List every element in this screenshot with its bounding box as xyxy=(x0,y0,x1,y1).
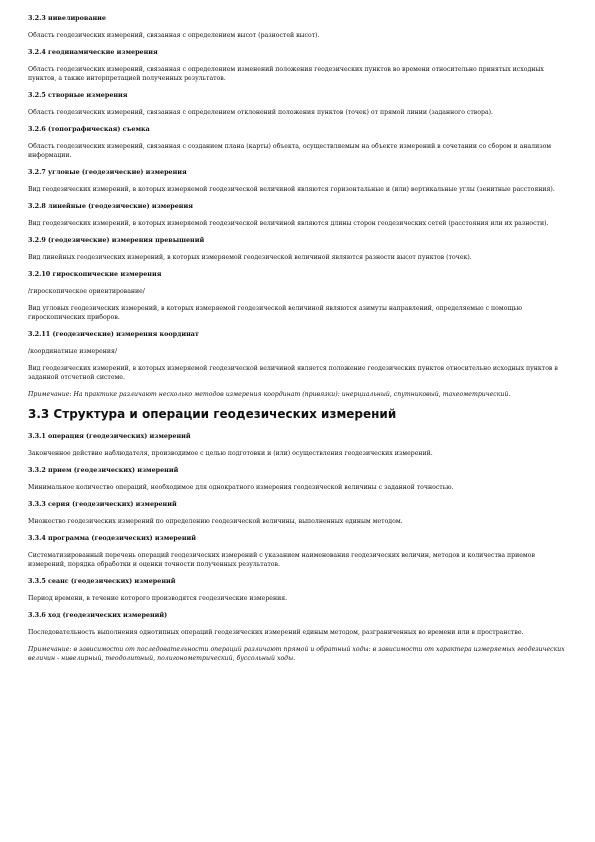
term-note: Примечание: На практике различают несколько методов измерения координат (привязки): инерциальный, спутниковый, тахеометрический. xyxy=(28,391,511,398)
term-definition: Последовательность выполнения однотипных операций геодезических измерений единым методом, разграниченных во времени или в пространстве. xyxy=(28,629,524,636)
term-definition: Период времени, в течение которого производятся геодезические измерения. xyxy=(28,595,288,602)
term-heading: 3.3.1 операция (геодезических) измерений xyxy=(28,432,191,440)
term-definition: Область геодезических измерений, связанная с созданием плана (карты) объекта, осуществляемым на объекте измерений в сочетании со сбором и анализом информации. xyxy=(28,143,552,159)
term-definition: Область геодезических измерений, связанная с определением высот (разностей высот). xyxy=(28,32,320,39)
entry-3-2-8 xyxy=(28,202,567,228)
term-definition: Вид геодезических измерений, в которых измеряемой геодезической величиной являются длины сторон геодезических сетей (расстояния или их разности). xyxy=(28,220,549,227)
entry-3-3-4 xyxy=(28,534,567,569)
term-definition: Множество геодезических измерений по определению геодезической величины, выполненных единым методом. xyxy=(28,518,403,525)
term-definition: Вид геодезических измерений, в которых измеряемой геодезической величиной являются горизонтальные и (или) вертикальные углы (зенитные расстояния). xyxy=(28,186,555,193)
entry-3-2-5 xyxy=(28,91,567,117)
term-definition: Минимальное количество операций, необходимое для однократного измерения геодезической величины с заданной точностью. xyxy=(28,484,454,491)
entry-3-3-6 xyxy=(28,611,567,663)
term-heading: 3.2.7 угловые (геодезические) измерения xyxy=(28,168,187,176)
term-heading: 3.2.6 (топографическая) съемка xyxy=(28,125,150,133)
term-heading: 3.3.4 программа (геодезических) измерений xyxy=(28,534,197,542)
entry-3-2-7 xyxy=(28,168,567,194)
term-definition: Законченное действие наблюдателя, производимое с целью подготовки и (или) осуществления геодезических измерений. xyxy=(28,450,433,457)
section-heading: 3.3 Структура и операции геодезических измерений xyxy=(28,407,397,421)
entry-3-2-11 xyxy=(28,330,567,399)
term-definition: Вид линейных геодезических измерений, в которых измеряемой геодезической величиной являются разности высот пунктов (точек). xyxy=(28,254,472,261)
term-synonym: /координатные измерения/ xyxy=(28,348,118,355)
term-definition: Систематизированный перечень операций геодезических измерений с указанием наименования геодезических величин, методов и количества приемов измерений, порядка обработки и оценки точности полученных результатов. xyxy=(28,552,535,568)
entry-3-3-3 xyxy=(28,500,567,526)
term-heading: 3.2.11 (геодезические) измерения координат xyxy=(28,330,199,338)
entry-3-2-9 xyxy=(28,236,567,262)
term-heading: 3.2.10 гироскопические измерения xyxy=(28,270,162,278)
term-heading: 3.2.9 (геодезические) измерения превышений xyxy=(28,236,205,244)
term-synonym: /гироскопическое ориентирование/ xyxy=(28,288,145,295)
term-heading: 3.3.2 прием (геодезических) измерений xyxy=(28,466,179,474)
term-heading: 3.3.5 сеанс (геодезических) измерений xyxy=(28,577,176,585)
entry-3-3-2 xyxy=(28,466,567,492)
term-heading: 3.3.3 серия (геодезических) измерений xyxy=(28,500,177,508)
term-definition: Область геодезических измерений, связанная с определением изменений положения геодезических пунктов во времени относительно принятых исходных пунктов, а также интерпретацией полученных результатов. xyxy=(28,66,544,82)
term-heading: 3.2.3 нивелирование xyxy=(28,14,106,22)
term-definition: Вид угловых геодезических измерений, в которых измеряемой геодезической величиной являются азимуты направлений, определяемые с помощью гироскопических приборов. xyxy=(28,305,522,321)
term-heading: 3.3.6 ход (геодезических измерений) xyxy=(28,611,168,619)
entry-3-2-3 xyxy=(28,14,567,40)
entry-3-3-1 xyxy=(28,432,567,458)
entry-3-2-10 xyxy=(28,270,567,322)
term-definition: Вид геодезических измерений, в которых измеряемой геодезической величиной является положение геодезических пунктов относительно исходных пунктов в заданной отсчетной системе. xyxy=(28,365,558,381)
entry-3-2-6 xyxy=(28,125,567,160)
entry-3-3-5 xyxy=(28,577,567,603)
entry-3-2-4 xyxy=(28,48,567,83)
term-definition: Область геодезических измерений, связанная с определением отклонений положения пунктов (точек) от прямой линии (заданного створа). xyxy=(28,109,494,116)
term-heading: 3.2.4 геодинамические измерения xyxy=(28,48,158,56)
term-heading: 3.2.5 створные измерения xyxy=(28,91,128,99)
term-note: Примечание: в зависимости от последовательности операций различают прямой и обратный ходы: в зависимости от характера измеряемых геодезических величин - нивелирный, теодолитный, полигонометрический, буссольный ходы. xyxy=(28,646,565,662)
term-heading: 3.2.8 линейные (геодезические) измерения xyxy=(28,202,193,210)
